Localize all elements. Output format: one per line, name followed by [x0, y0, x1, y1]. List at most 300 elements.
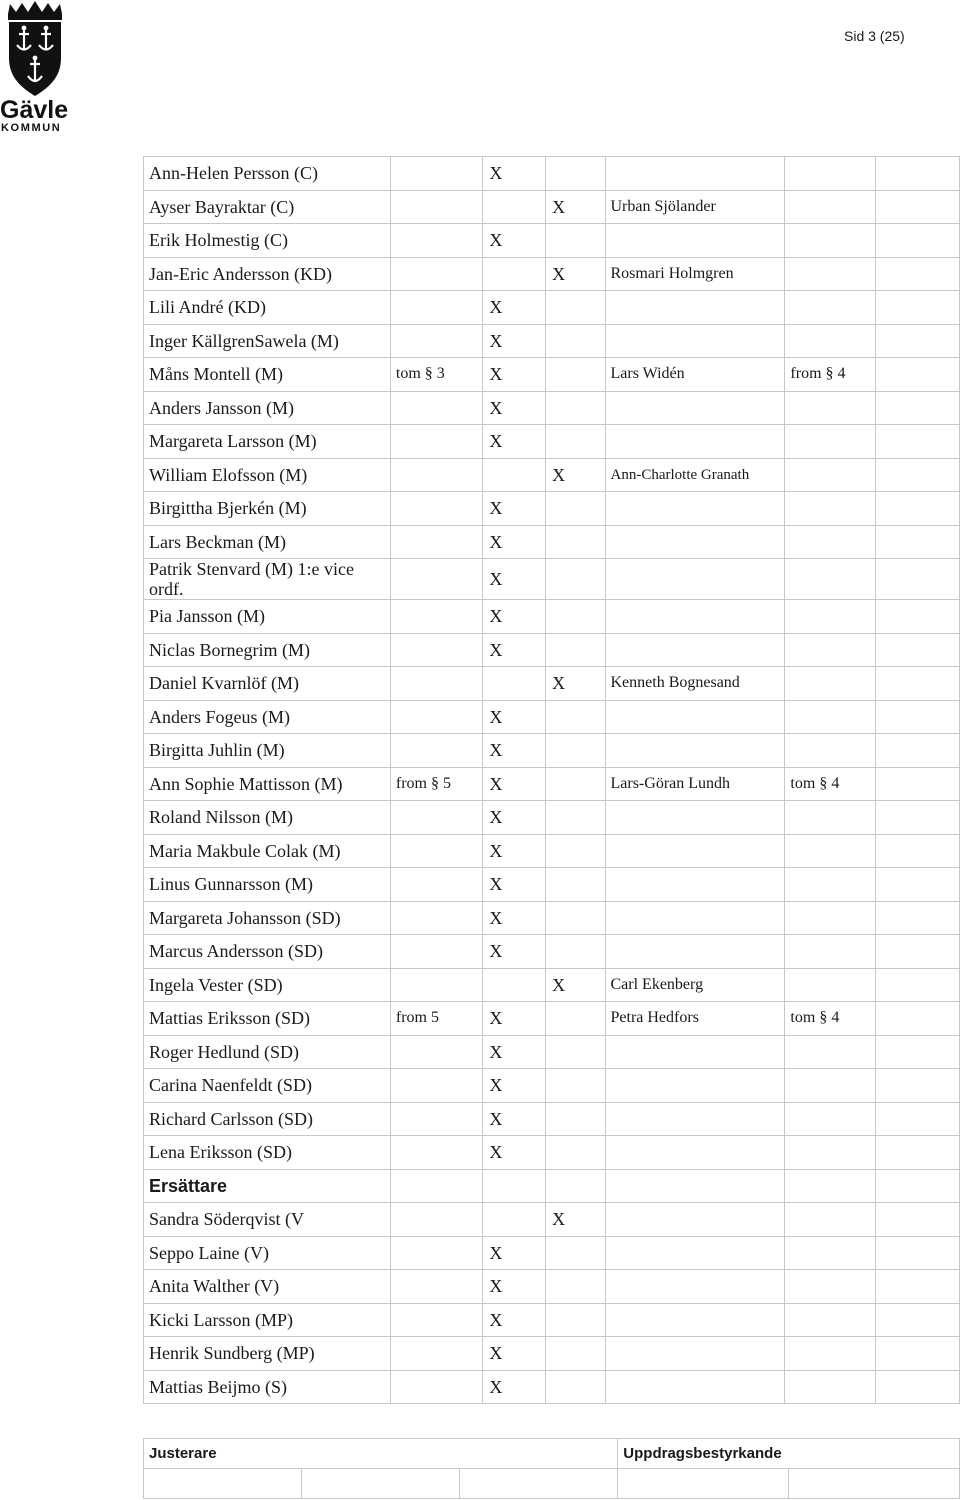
empty-cell	[876, 190, 960, 224]
empty-cell	[876, 1303, 960, 1337]
member-name: Inger KällgrenSawela (M)	[144, 324, 391, 358]
substitute-name	[605, 700, 785, 734]
member-note	[390, 1236, 482, 1270]
substitute-name	[605, 1203, 785, 1237]
member-name: Niclas Bornegrim (M)	[144, 633, 391, 667]
absent-mark	[546, 801, 605, 835]
empty-cell	[785, 1169, 876, 1203]
member-name: Lars Beckman (M)	[144, 525, 391, 559]
table-row	[144, 190, 960, 224]
table-row	[144, 1270, 960, 1304]
present-mark	[483, 667, 546, 701]
substitute-name	[605, 291, 785, 325]
member-name: Seppo Laine (V)	[144, 1236, 391, 1270]
table-row	[144, 559, 960, 600]
substitute-note	[785, 157, 876, 191]
member-name: Lili André (KD)	[144, 291, 391, 325]
member-note	[390, 257, 482, 291]
substitute-note	[785, 525, 876, 559]
absent-mark	[546, 1069, 605, 1103]
substitute-note	[785, 868, 876, 902]
empty-cell	[605, 1169, 785, 1203]
substitute-note	[785, 324, 876, 358]
present-mark: X	[483, 700, 546, 734]
member-name: Daniel Kvarnlöf (M)	[144, 667, 391, 701]
member-note	[390, 1069, 482, 1103]
member-name: Anders Fogeus (M)	[144, 700, 391, 734]
present-mark: X	[483, 834, 546, 868]
present-mark: X	[483, 559, 546, 600]
member-note: from 5	[390, 1002, 482, 1036]
substitute-name	[605, 901, 785, 935]
member-note	[390, 1270, 482, 1304]
substitute-name	[605, 525, 785, 559]
substitute-name: Carl Ekenberg	[605, 968, 785, 1002]
present-mark: X	[483, 1270, 546, 1304]
substitute-name	[605, 1337, 785, 1371]
absent-mark	[546, 224, 605, 258]
present-mark: X	[483, 734, 546, 768]
member-note	[390, 935, 482, 969]
table-row	[144, 767, 960, 801]
member-note	[390, 901, 482, 935]
member-note	[390, 1370, 482, 1404]
present-mark	[483, 257, 546, 291]
substitute-note	[785, 1203, 876, 1237]
empty-cell	[876, 324, 960, 358]
empty-cell	[876, 600, 960, 634]
substitute-note	[785, 734, 876, 768]
table-row	[144, 425, 960, 459]
absent-mark	[546, 600, 605, 634]
present-mark: X	[483, 224, 546, 258]
member-note	[390, 1102, 482, 1136]
empty-cell	[876, 1069, 960, 1103]
member-name: Sandra Söderqvist (V	[144, 1203, 391, 1237]
member-note	[390, 559, 482, 600]
present-mark: X	[483, 767, 546, 801]
member-name: Roland Nilsson (M)	[144, 801, 391, 835]
substitute-note	[785, 1370, 876, 1404]
empty-cell	[876, 1203, 960, 1237]
substitute-note	[785, 901, 876, 935]
table-row	[144, 1069, 960, 1103]
present-mark: X	[483, 492, 546, 526]
absent-mark: X	[546, 1203, 605, 1237]
member-name: Anders Jansson (M)	[144, 391, 391, 425]
member-note	[390, 525, 482, 559]
member-note	[390, 700, 482, 734]
substitute-note	[785, 1236, 876, 1270]
page-number: Sid 3 (25)	[844, 28, 905, 44]
empty-cell	[876, 1169, 960, 1203]
justerare-label: Justerare	[144, 1439, 618, 1469]
member-name: Carina Naenfeldt (SD)	[144, 1069, 391, 1103]
absent-mark	[546, 1102, 605, 1136]
substitute-note	[785, 1035, 876, 1069]
substitute-note: tom § 4	[785, 1002, 876, 1036]
table-row	[144, 525, 960, 559]
member-note	[390, 157, 482, 191]
member-name: Måns Montell (M)	[144, 358, 391, 392]
empty-cell	[876, 1136, 960, 1170]
substitute-note	[785, 559, 876, 600]
table-row	[144, 700, 960, 734]
substitute-note	[785, 458, 876, 492]
member-name: Mattias Eriksson (SD)	[144, 1002, 391, 1036]
present-mark: X	[483, 935, 546, 969]
absent-mark	[546, 291, 605, 325]
substitute-name	[605, 801, 785, 835]
present-mark: X	[483, 901, 546, 935]
empty-cell	[876, 1002, 960, 1036]
absent-mark	[546, 559, 605, 600]
table-row	[144, 324, 960, 358]
table-row	[144, 358, 960, 392]
member-note	[390, 968, 482, 1002]
present-mark: X	[483, 1035, 546, 1069]
empty-cell	[876, 425, 960, 459]
empty-cell	[876, 1337, 960, 1371]
empty-cell	[390, 1169, 482, 1203]
present-mark: X	[483, 1069, 546, 1103]
member-name: Henrik Sundberg (MP)	[144, 1337, 391, 1371]
substitute-note	[785, 935, 876, 969]
logo-text: Gävle	[0, 96, 69, 124]
member-note	[390, 224, 482, 258]
substitute-note	[785, 1102, 876, 1136]
substitute-note: from § 4	[785, 358, 876, 392]
empty-cell	[876, 801, 960, 835]
absent-mark: X	[546, 190, 605, 224]
signature-cell	[618, 1469, 789, 1499]
substitute-name: Lars-Göran Lundh	[605, 767, 785, 801]
table-row	[144, 801, 960, 835]
present-mark: X	[483, 324, 546, 358]
table-row	[144, 1002, 960, 1036]
member-note	[390, 1303, 482, 1337]
coat-of-arms-icon	[0, 0, 80, 135]
empty-cell	[876, 458, 960, 492]
empty-cell	[876, 492, 960, 526]
empty-cell	[876, 667, 960, 701]
absent-mark: X	[546, 667, 605, 701]
empty-cell	[876, 868, 960, 902]
table-row	[144, 1035, 960, 1069]
member-note	[390, 425, 482, 459]
present-mark: X	[483, 801, 546, 835]
member-name: Marcus Andersson (SD)	[144, 935, 391, 969]
empty-cell	[876, 767, 960, 801]
substitute-note	[785, 224, 876, 258]
table-row	[144, 1370, 960, 1404]
member-name: Ayser Bayraktar (C)	[144, 190, 391, 224]
substitute-name	[605, 1236, 785, 1270]
section-row	[144, 1169, 960, 1203]
empty-cell	[876, 525, 960, 559]
member-name: Lena Eriksson (SD)	[144, 1136, 391, 1170]
substitute-note	[785, 1337, 876, 1371]
substitute-name	[605, 834, 785, 868]
member-name: William Elofsson (M)	[144, 458, 391, 492]
substitute-name	[605, 1270, 785, 1304]
substitute-name	[605, 492, 785, 526]
member-name: Margareta Larsson (M)	[144, 425, 391, 459]
empty-cell	[876, 1370, 960, 1404]
absent-mark	[546, 1236, 605, 1270]
attendance-rows	[144, 157, 960, 1404]
absent-mark	[546, 324, 605, 358]
member-note	[390, 834, 482, 868]
table-row	[144, 834, 960, 868]
empty-cell	[876, 391, 960, 425]
empty-cell	[876, 901, 960, 935]
table-row	[144, 291, 960, 325]
absent-mark: X	[546, 458, 605, 492]
member-name: Richard Carlsson (SD)	[144, 1102, 391, 1136]
member-note	[390, 1203, 482, 1237]
logo-subtext: KOMMUN	[1, 122, 62, 134]
member-name: Anita Walther (V)	[144, 1270, 391, 1304]
substitute-note	[785, 633, 876, 667]
table-row	[144, 224, 960, 258]
table-row	[144, 734, 960, 768]
member-note	[390, 600, 482, 634]
substitute-note	[785, 425, 876, 459]
substitute-note	[785, 257, 876, 291]
substitute-name	[605, 391, 785, 425]
absent-mark	[546, 901, 605, 935]
substitute-note	[785, 600, 876, 634]
absent-mark	[546, 1035, 605, 1069]
table-row	[144, 600, 960, 634]
absent-mark	[546, 1337, 605, 1371]
substitute-name	[605, 1102, 785, 1136]
substitute-name: Petra Hedfors	[605, 1002, 785, 1036]
substitute-name: Urban Sjölander	[605, 190, 785, 224]
member-name: Mattias Beijmo (S)	[144, 1370, 391, 1404]
present-mark: X	[483, 157, 546, 191]
table-row	[144, 391, 960, 425]
absent-mark	[546, 157, 605, 191]
table-row	[144, 1136, 960, 1170]
absent-mark	[546, 391, 605, 425]
absent-mark	[546, 700, 605, 734]
present-mark: X	[483, 600, 546, 634]
signature-cell	[460, 1469, 618, 1499]
substitute-note	[785, 801, 876, 835]
member-name: Maria Makbule Colak (M)	[144, 834, 391, 868]
empty-cell	[876, 700, 960, 734]
present-mark: X	[483, 1102, 546, 1136]
table-row	[144, 1102, 960, 1136]
member-note: from § 5	[390, 767, 482, 801]
table-row	[144, 667, 960, 701]
empty-cell	[876, 968, 960, 1002]
substitute-name	[605, 1035, 785, 1069]
absent-mark: X	[546, 257, 605, 291]
absent-mark	[546, 1303, 605, 1337]
table-row	[144, 935, 960, 969]
absent-mark	[546, 358, 605, 392]
substitute-name	[605, 1370, 785, 1404]
member-note	[390, 458, 482, 492]
substitute-name	[605, 224, 785, 258]
substitute-note	[785, 700, 876, 734]
member-name: Linus Gunnarsson (M)	[144, 868, 391, 902]
absent-mark	[546, 1002, 605, 1036]
gavle-kommun-logo	[0, 0, 80, 135]
substitute-note	[785, 1136, 876, 1170]
signature-table	[143, 1438, 960, 1499]
absent-mark: X	[546, 968, 605, 1002]
present-mark: X	[483, 425, 546, 459]
present-mark: X	[483, 291, 546, 325]
substitute-note	[785, 1069, 876, 1103]
member-name: Ann-Helen Persson (C)	[144, 157, 391, 191]
member-note	[390, 391, 482, 425]
member-note	[390, 1136, 482, 1170]
empty-cell	[876, 1270, 960, 1304]
substitute-name	[605, 559, 785, 600]
substitute-note	[785, 492, 876, 526]
substitute-note	[785, 968, 876, 1002]
absent-mark	[546, 492, 605, 526]
substitute-name	[605, 935, 785, 969]
member-note	[390, 190, 482, 224]
empty-cell	[876, 257, 960, 291]
substitute-name	[605, 600, 785, 634]
present-mark: X	[483, 1236, 546, 1270]
absent-mark	[546, 868, 605, 902]
substitute-name	[605, 734, 785, 768]
member-note: tom § 3	[390, 358, 482, 392]
signature-cell	[144, 1469, 302, 1499]
table-row	[144, 868, 960, 902]
present-mark	[483, 1203, 546, 1237]
present-mark: X	[483, 525, 546, 559]
substitute-note	[785, 667, 876, 701]
table-row	[144, 257, 960, 291]
table-row	[144, 1337, 960, 1371]
member-name: Pia Jansson (M)	[144, 600, 391, 634]
substitute-name	[605, 324, 785, 358]
table-row	[144, 901, 960, 935]
table-row	[144, 633, 960, 667]
section-heading: Ersättare	[144, 1169, 391, 1203]
substitute-note: tom § 4	[785, 767, 876, 801]
member-name: Patrik Stenvard (M) 1:e vice ordf.	[144, 559, 391, 600]
absent-mark	[546, 734, 605, 768]
table-row	[144, 1203, 960, 1237]
member-note	[390, 1337, 482, 1371]
signature-cell	[789, 1469, 960, 1499]
member-note	[390, 734, 482, 768]
member-name: Ann Sophie Mattisson (M)	[144, 767, 391, 801]
member-name: Roger Hedlund (SD)	[144, 1035, 391, 1069]
absent-mark	[546, 834, 605, 868]
empty-cell	[876, 734, 960, 768]
substitute-note	[785, 1303, 876, 1337]
empty-cell	[876, 224, 960, 258]
present-mark	[483, 968, 546, 1002]
member-note	[390, 492, 482, 526]
substitute-note	[785, 834, 876, 868]
substitute-name	[605, 425, 785, 459]
empty-cell	[876, 834, 960, 868]
empty-cell	[483, 1169, 546, 1203]
table-row	[144, 1236, 960, 1270]
present-mark	[483, 190, 546, 224]
present-mark: X	[483, 1337, 546, 1371]
member-note	[390, 324, 482, 358]
substitute-name	[605, 868, 785, 902]
absent-mark	[546, 1370, 605, 1404]
substitute-name	[605, 1136, 785, 1170]
substitute-name	[605, 633, 785, 667]
present-mark: X	[483, 868, 546, 902]
present-mark: X	[483, 391, 546, 425]
absent-mark	[546, 525, 605, 559]
table-row	[144, 458, 960, 492]
table-row	[144, 1303, 960, 1337]
substitute-note	[785, 1270, 876, 1304]
signature-cell	[302, 1469, 460, 1499]
member-note	[390, 667, 482, 701]
empty-cell	[876, 935, 960, 969]
absent-mark	[546, 935, 605, 969]
empty-cell	[876, 358, 960, 392]
absent-mark	[546, 633, 605, 667]
member-note	[390, 633, 482, 667]
absent-mark	[546, 1270, 605, 1304]
substitute-name	[605, 1069, 785, 1103]
present-mark: X	[483, 1370, 546, 1404]
empty-cell	[876, 633, 960, 667]
present-mark: X	[483, 1136, 546, 1170]
member-name: Ingela Vester (SD)	[144, 968, 391, 1002]
table-row	[144, 492, 960, 526]
present-mark: X	[483, 1303, 546, 1337]
substitute-note	[785, 190, 876, 224]
substitute-name	[605, 1303, 785, 1337]
member-name: Birgitta Juhlin (M)	[144, 734, 391, 768]
empty-cell	[876, 291, 960, 325]
substitute-name: Lars Widén	[605, 358, 785, 392]
present-mark	[483, 458, 546, 492]
present-mark: X	[483, 1002, 546, 1036]
substitute-name	[605, 157, 785, 191]
member-name: Margareta Johansson (SD)	[144, 901, 391, 935]
member-name: Birgittha Bjerkén (M)	[144, 492, 391, 526]
table-row	[144, 157, 960, 191]
substitute-note	[785, 391, 876, 425]
substitute-name: Kenneth Bognesand	[605, 667, 785, 701]
empty-cell	[546, 1169, 605, 1203]
absent-mark	[546, 425, 605, 459]
empty-cell	[876, 1035, 960, 1069]
substitute-name: Rosmari Holmgren	[605, 257, 785, 291]
member-name: Kicki Larsson (MP)	[144, 1303, 391, 1337]
present-mark: X	[483, 633, 546, 667]
substitute-note	[785, 291, 876, 325]
empty-cell	[876, 1236, 960, 1270]
member-note	[390, 801, 482, 835]
absent-mark	[546, 767, 605, 801]
table-row	[144, 968, 960, 1002]
member-name: Jan-Eric Andersson (KD)	[144, 257, 391, 291]
uppdragsbestyrkande-label: Uppdragsbestyrkande	[618, 1439, 960, 1469]
